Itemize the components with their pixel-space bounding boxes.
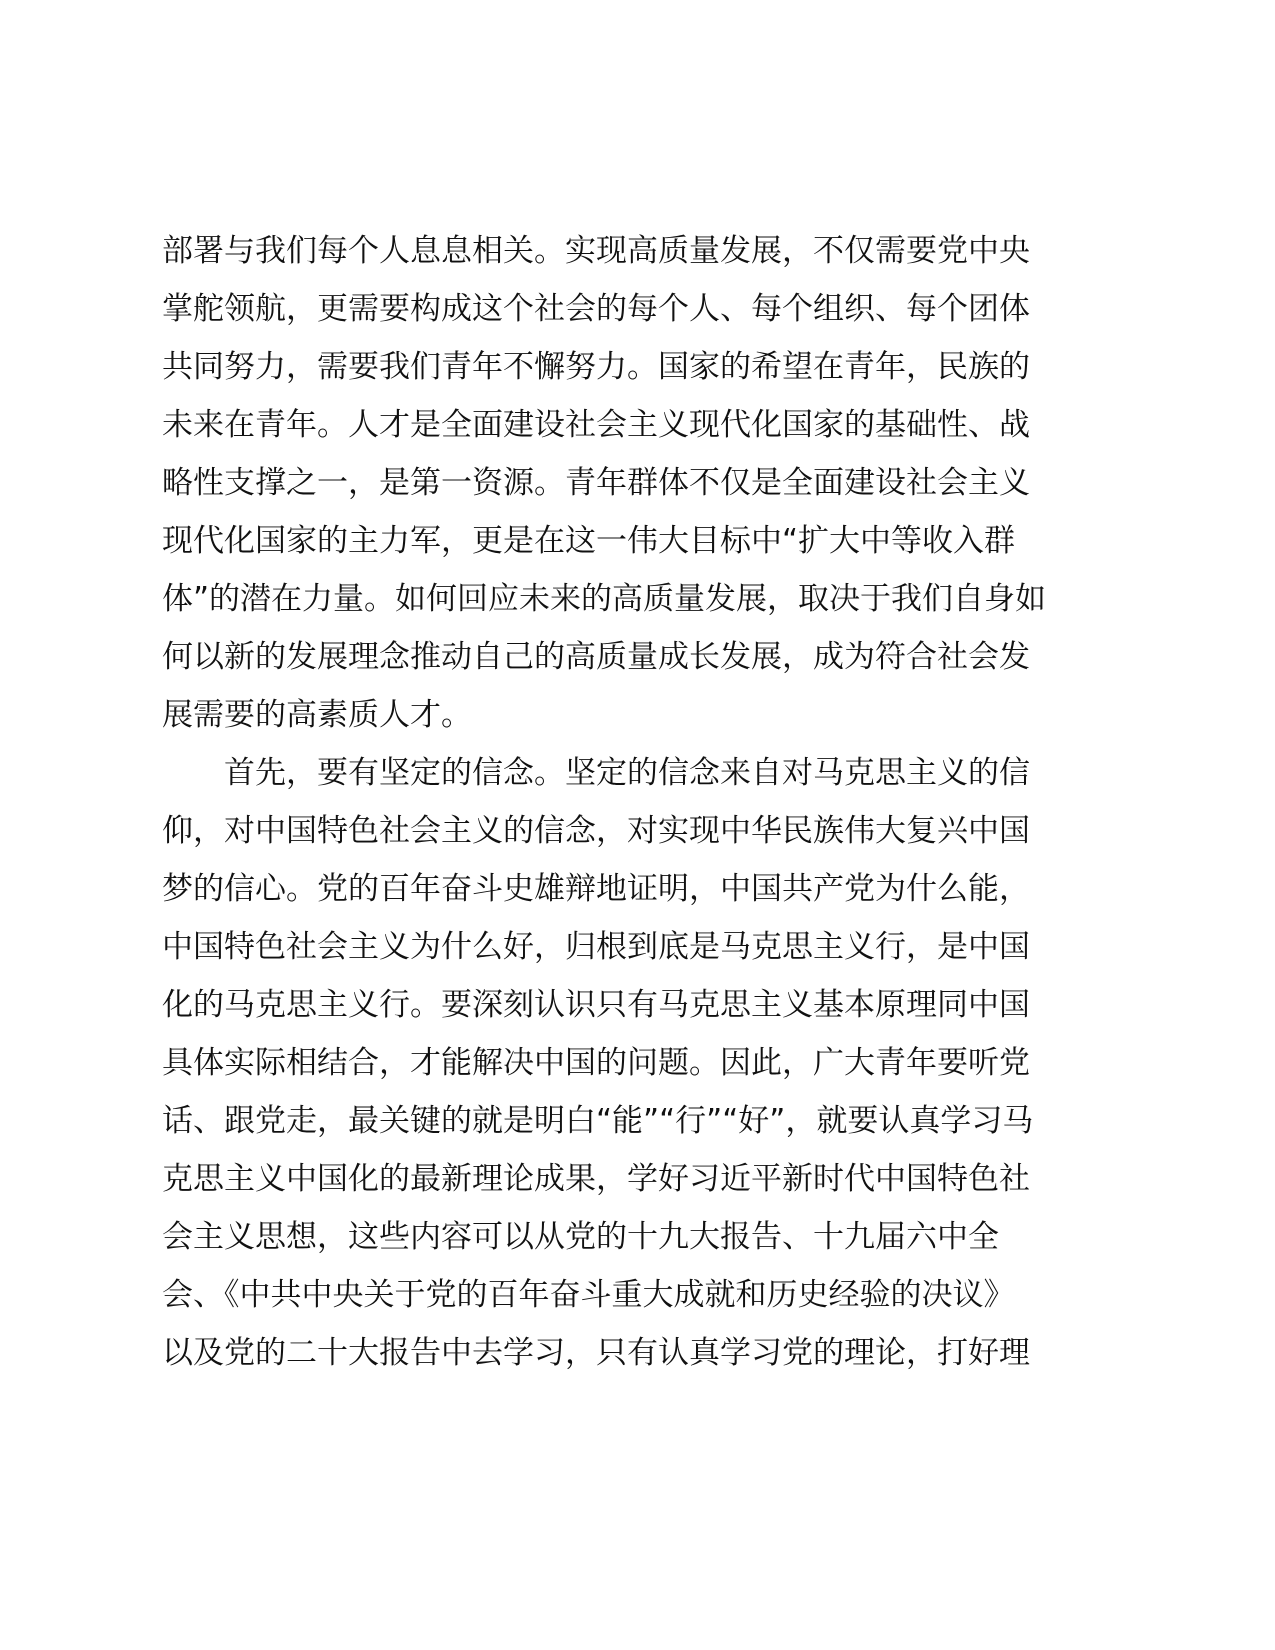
text-line: 具体实际相结合，才能解决中国的问题。因此，广大青年要听党	[162, 1045, 1030, 1081]
text-line: 仰，对中国特色社会主义的信念，对实现中华民族伟大复兴中国	[162, 813, 1030, 849]
text-line: 梦的信心。党的百年奋斗史雄辩地证明，中国共产党为什么能，	[162, 871, 1030, 907]
text-line: 何以新的发展理念推动自己的高质量成长发展，成为符合社会发	[162, 639, 1030, 675]
text-line: 共同努力，需要我们青年不懈努力。国家的希望在青年，民族的	[162, 349, 1030, 385]
text-line: 克思主义中国化的最新理论成果，学好习近平新时代中国特色社	[162, 1161, 1030, 1197]
text-line: 展需要的高素质人才。	[162, 697, 472, 733]
text-line: 略性支撑之一，是第一资源。青年群体不仅是全面建设社会主义	[162, 465, 1030, 501]
text-line: 话、跟党走，最关键的就是明白“能”“行”“好”，就要认真学习马	[162, 1103, 1034, 1139]
text-line: 部署与我们每个人息息相关。实现高质量发展，不仅需要党中央	[162, 233, 1030, 269]
text-line: 化的马克思主义行。要深刻认识只有马克思主义基本原理同中国	[162, 987, 1030, 1023]
paragraph-first-line: 首先，要有坚定的信念。坚定的信念来自对马克思主义的信	[224, 755, 1030, 791]
text-line: 会主义思想，这些内容可以从党的十九大报告、十九届六中全	[162, 1219, 999, 1255]
text-line: 体”的潜在力量。如何回应未来的高质量发展，取决于我们自身如	[162, 581, 1047, 617]
body-text	[162, 222, 1122, 1382]
text-line: 会、《中共中央关于党的百年奋斗重大成就和历史经验的决议》	[162, 1277, 1015, 1313]
text-line: 现代化国家的主力军，更是在这一伟大目标中“扩大中等收入群	[162, 523, 1016, 559]
text-line: 未来在青年。人才是全面建设社会主义现代化国家的基础性、战	[162, 407, 1030, 443]
text-line: 以及党的二十大报告中去学习，只有认真学习党的理论，打好理	[162, 1335, 1030, 1371]
text-line: 掌舵领航，更需要构成这个社会的每个人、每个组织、每个团体	[162, 291, 1030, 327]
text-line: 中国特色社会主义为什么好，归根到底是马克思主义行，是中国	[162, 929, 1030, 965]
